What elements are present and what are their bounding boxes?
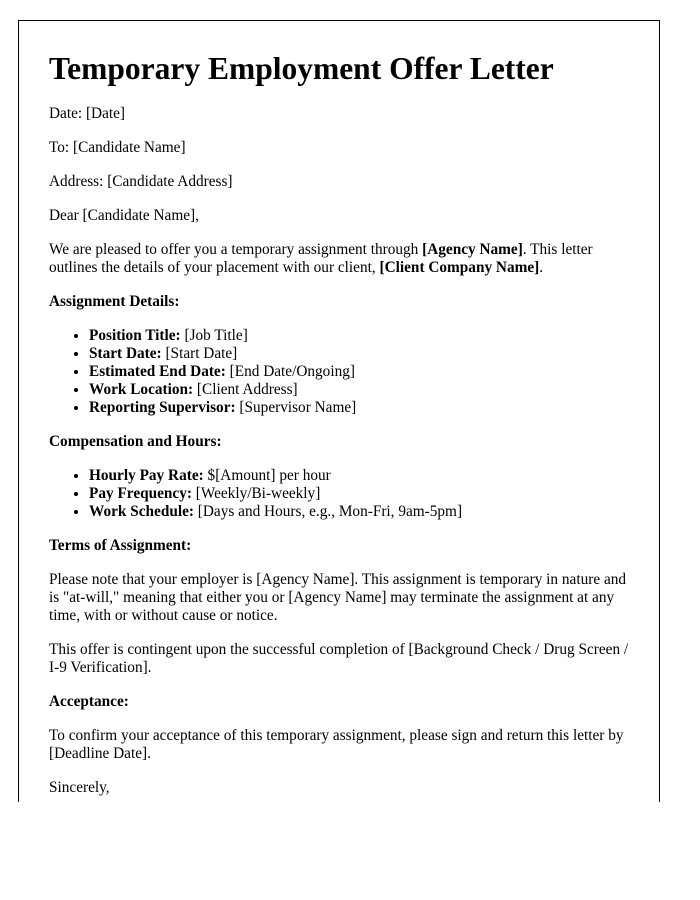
item-label: Estimated End Date:: [89, 363, 226, 380]
assignment-list: [49, 327, 639, 417]
acceptance-heading: Acceptance:: [49, 693, 129, 710]
item-label: Start Date:: [89, 345, 162, 362]
agency-name: [Agency Name]: [422, 241, 523, 258]
item-value: [Supervisor Name]: [235, 399, 357, 416]
item-value: [Weekly/Bi-weekly]: [191, 485, 321, 502]
intro-text-3: .: [539, 259, 544, 276]
letter-title: Temporary Employment Offer Letter: [49, 51, 554, 86]
terms-heading: Terms of Assignment:: [49, 537, 192, 554]
intro-text-2: . This letter outlines the details of your placement with our client,: [49, 241, 593, 276]
terms-paragraph-at-will: Please note that your employer is [Agency Name]. This assignment is temporary in nature and is "at-will," meaning that either you or [Agency Name] may terminate the assignment at any time, with or without cause or notice.: [49, 571, 627, 624]
intro-text-1: We are pleased to offer you a temporary assignment through: [49, 241, 423, 258]
terms-paragraph-contingency: This offer is contingent upon the successful completion of [Background Check / Drug Screen / I-9 Verification].: [49, 641, 629, 676]
item-value: [Days and Hours, e.g., Mon-Fri, 9am-5pm]: [193, 503, 463, 520]
date-line: Date: [Date]: [49, 105, 126, 122]
item-value: [Job Title]: [180, 327, 248, 344]
letter-page: [18, 20, 660, 802]
assignment-heading: Assignment Details:: [49, 293, 180, 310]
item-label: Work Location:: [89, 381, 194, 398]
list-item-supervisor: [89, 399, 639, 417]
intro-paragraph: [49, 241, 639, 277]
list-item-position-title: [89, 327, 639, 345]
item-value: [End Date/Ongoing]: [225, 363, 355, 380]
item-label: Position Title:: [89, 327, 181, 344]
acceptance-paragraph: To confirm your acceptance of this temporary assignment, please sign and return this letter by [Deadline Date].: [49, 727, 624, 762]
item-value: [Client Address]: [193, 381, 298, 398]
list-item-work-location: [89, 381, 639, 399]
item-label: Hourly Pay Rate:: [89, 467, 204, 484]
item-label: Work Schedule:: [89, 503, 194, 520]
list-item-pay-frequency: [89, 485, 639, 503]
list-item-start-date: [89, 345, 639, 363]
list-item-work-schedule: [89, 503, 639, 521]
letter-content: [49, 49, 639, 802]
item-value: [Start Date]: [161, 345, 238, 362]
compensation-list: [49, 467, 639, 521]
address-line: Address: [Candidate Address]: [49, 173, 233, 190]
salutation: Dear [Candidate Name],: [49, 207, 199, 224]
compensation-heading: Compensation and Hours:: [49, 433, 222, 450]
item-label: Pay Frequency:: [89, 485, 192, 502]
item-label: Reporting Supervisor:: [89, 399, 236, 416]
list-item-end-date: [89, 363, 639, 381]
closing: Sincerely,: [49, 779, 110, 796]
item-value: $[Amount] per hour: [203, 467, 331, 484]
list-item-pay-rate: [89, 467, 639, 485]
client-company-name: [Client Company Name]: [379, 259, 540, 276]
recipient-line: To: [Candidate Name]: [49, 139, 186, 156]
